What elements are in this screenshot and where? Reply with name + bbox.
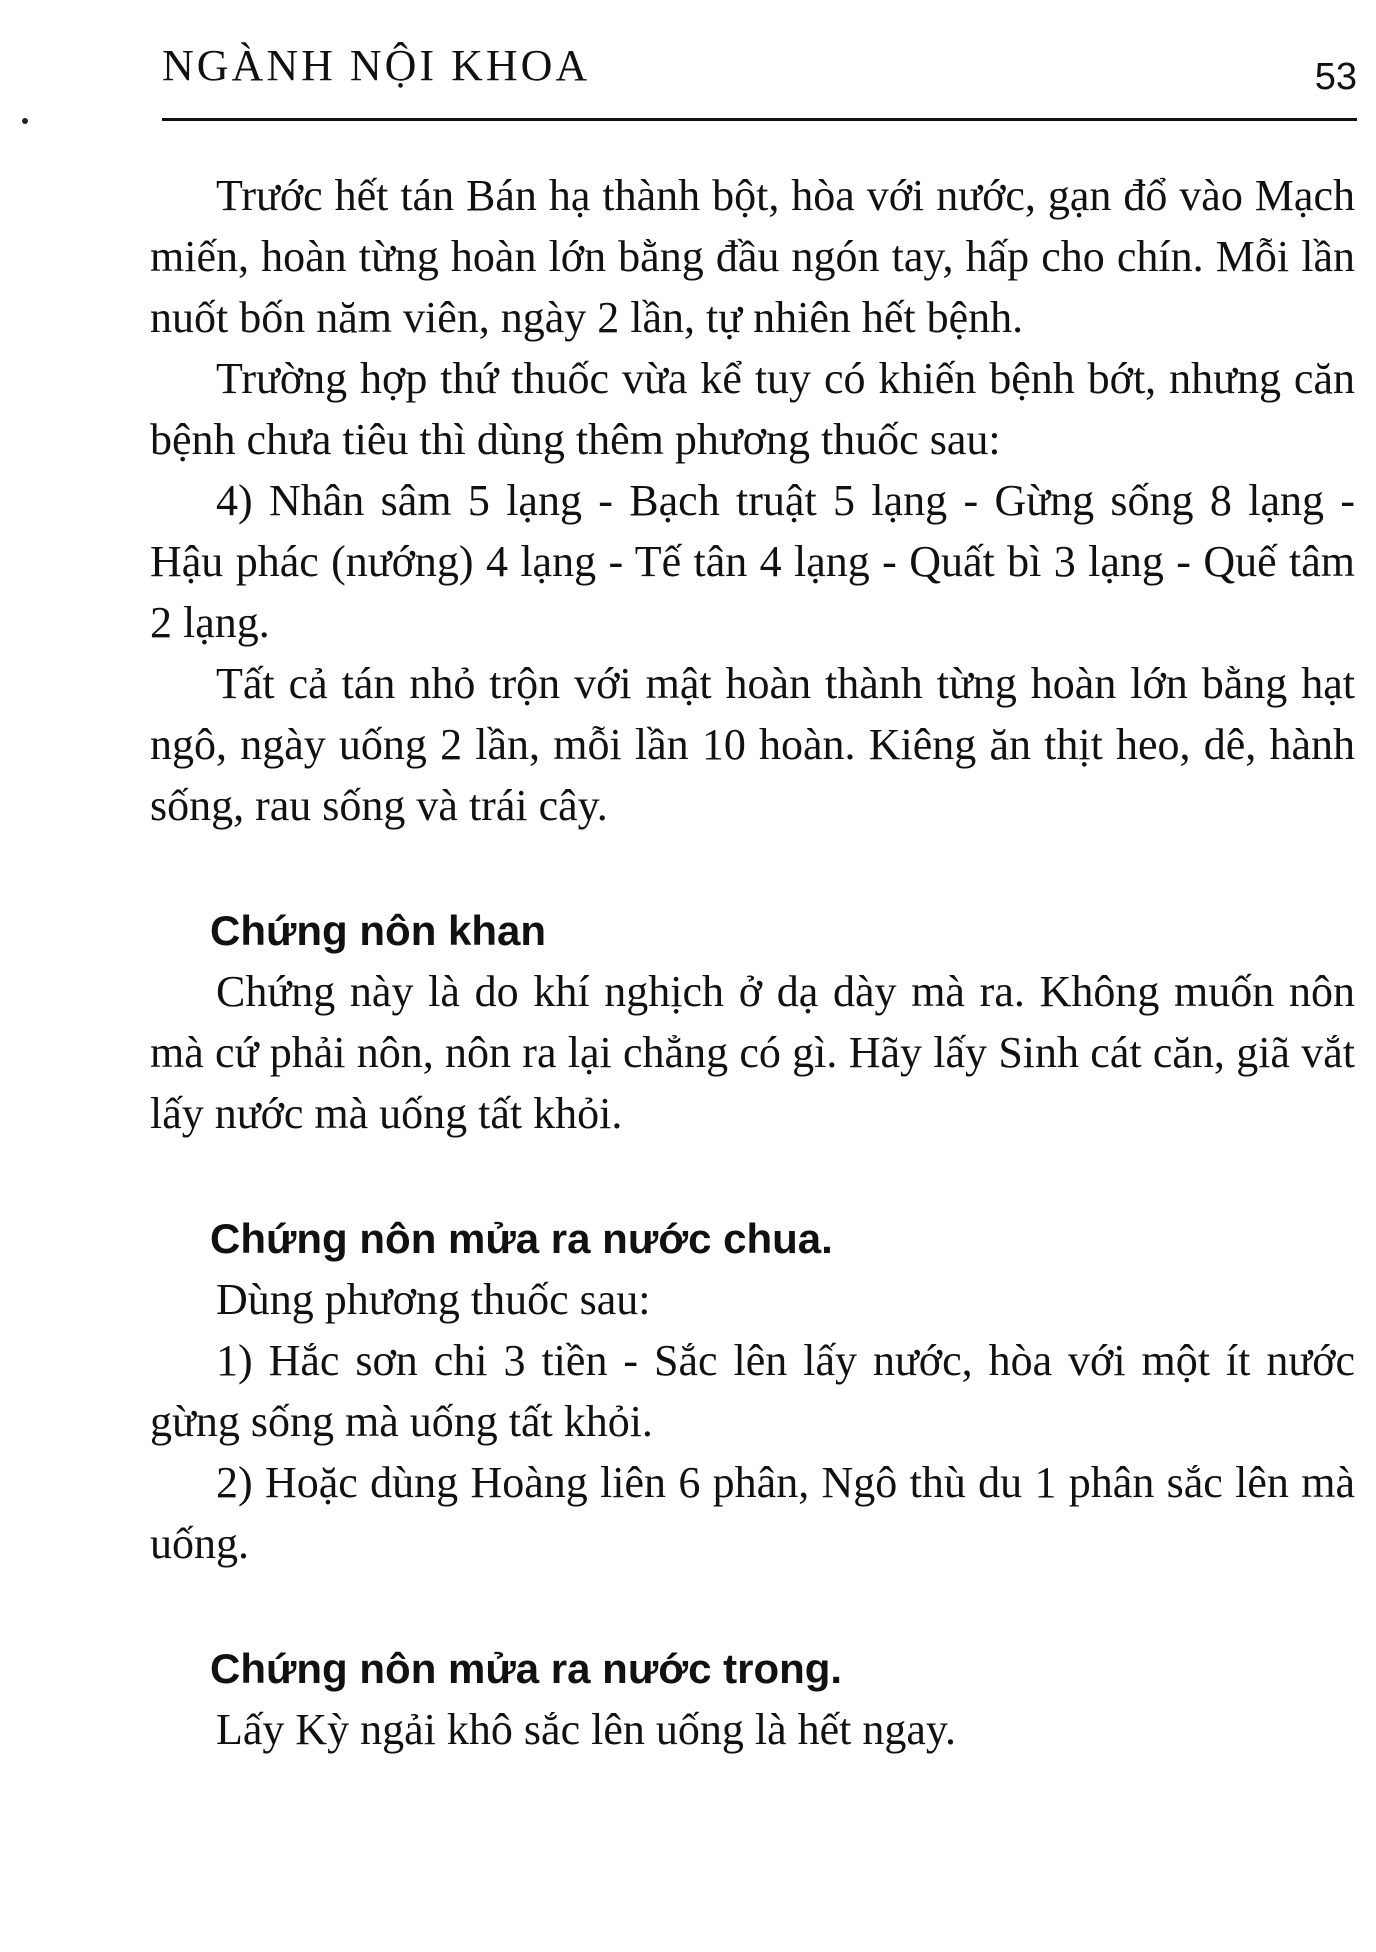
paragraph: Dùng phương thuốc sau: (216, 1275, 651, 1324)
paragraph: Lấy Kỳ ngải khô sắc lên uống là hết ngay. (216, 1705, 957, 1754)
section-gap (150, 1144, 1355, 1208)
section-gap (150, 836, 1355, 900)
paragraph: Chứng này là do khí nghịch ở dạ dày mà ra. Không muốn nôn mà cứ phải nôn, nôn ra lại chẳng có gì. Hãy lấy Sinh cát căn, giã vắt lấy nước mà uống tất khỏi. (150, 967, 1355, 1138)
recipe-paragraph: 1) Hắc sơn chi 3 tiền - Sắc lên lấy nước, hòa với một ít nước gừng sống mà uống tất khỏi. (150, 1336, 1355, 1446)
section-heading: Chứng nôn mửa ra nước trong. (210, 1645, 843, 1692)
page-content (150, 165, 1355, 1760)
recipe-paragraph: 2) Hoặc dùng Hoàng liên 6 phân, Ngô thù du 1 phân sắc lên mà uống. (150, 1458, 1355, 1568)
recipe-paragraph: 4) Nhân sâm 5 lạng - Bạch truật 5 lạng - Gừng sống 8 lạng - Hậu phác (nướng) 4 lạng - Tế tân 4 lạng - Quất bì 3 lạng - Quế tâm 2 lạng. (150, 476, 1355, 647)
scan-speck (22, 118, 28, 124)
paragraph: Trước hết tán Bán hạ thành bột, hòa với nước, gạn đổ vào Mạch miến, hoàn từng hoàn lớn bằng đầu ngón tay, hấp cho chín. Mỗi lần nuốt bốn năm viên, ngày 2 lần, tự nhiên hết bệnh. (150, 171, 1355, 342)
page-header (162, 38, 1357, 98)
running-title: NGÀNH NỘI KHOA (162, 41, 591, 90)
paragraph: Tất cả tán nhỏ trộn với mật hoàn thành từng hoàn lớn bằng hạt ngô, ngày uống 2 lần, mỗi lần 10 hoàn. Kiêng ăn thịt heo, dê, hành sống, rau sống và trái cây. (150, 659, 1355, 830)
paragraph: Trường hợp thứ thuốc vừa kể tuy có khiến bệnh bớt, nhưng căn bệnh chưa tiêu thì dùng thêm phương thuốc sau: (150, 354, 1355, 464)
section-gap (150, 1574, 1355, 1638)
section-heading: Chứng nôn mửa ra nước chua. (210, 1215, 833, 1262)
page-number: 53 (1314, 56, 1357, 98)
section-heading: Chứng nôn khan (210, 907, 547, 954)
header-rule (162, 118, 1357, 121)
